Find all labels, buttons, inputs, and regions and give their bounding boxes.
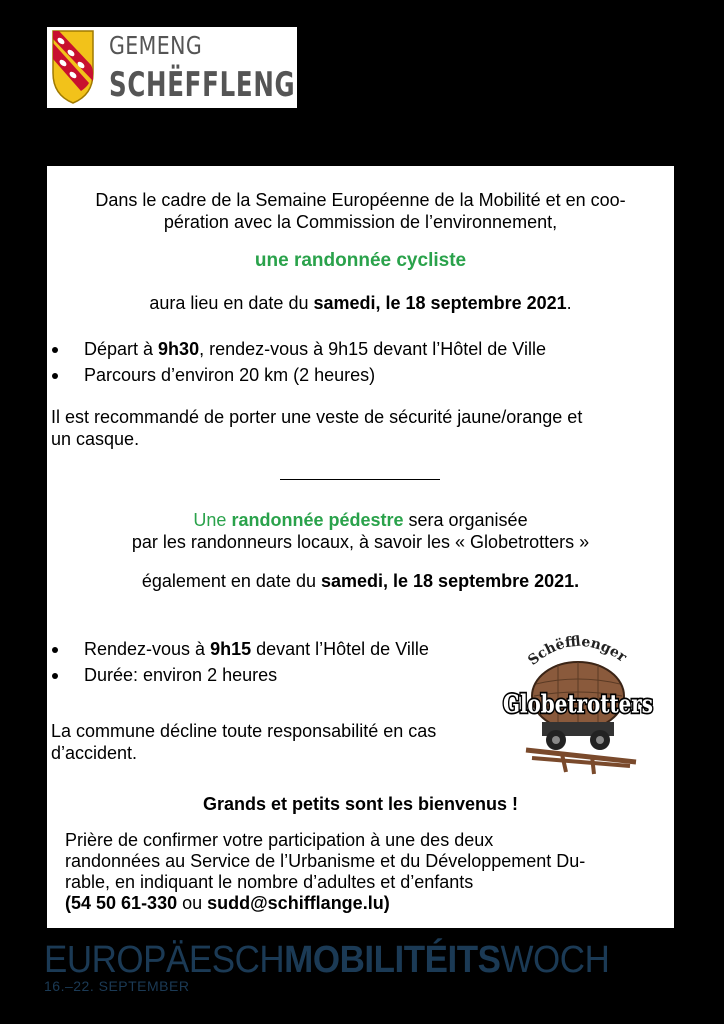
list-item: Départ à 9h30, rendez-vous à 9h15 devant l’Hôtel de Ville [47,338,546,364]
cycling-title: une randonnée cycliste [254,250,467,271]
confirm-paragraph [65,830,692,914]
safety-paragraph [51,406,678,450]
footer-part-1: EUROPÄESCH [44,939,285,981]
globetrotters-main-text: Globetrotters [503,689,653,720]
disclaimer-line-1: La commune décline toute responsabilité en cas [51,721,437,741]
globetrotters-logo [496,616,661,781]
hiking-title: randonnée pédestre [231,510,404,530]
intro-line-1: Dans le cadre de la Semaine Européenne de la Mobilité et en coo- [95,190,626,210]
intro-paragraph [47,189,674,233]
confirm-line-1: Prière de confirmer votre participation à une des deux [65,830,494,850]
bullet-icon [52,647,58,653]
confirm-line-2: randonnées au Service de l’Urbanisme et du Développement Du- [65,851,586,871]
safety-line-1: Il est recommandé de porter une veste de sécurité jaune/orange et [51,407,583,427]
cycling-bullets [47,338,546,390]
bullet-icon [52,673,58,679]
list-item: Durée: environ 2 heures [47,664,429,690]
list-item: Rendez-vous à 9h15 devant l’Hôtel de Ville [47,638,429,664]
logo-text-gemeng: GEMENG [109,31,203,60]
hike-pre: Une [193,510,232,530]
hike-post: sera organisée [403,510,528,530]
cycling-date-bold: samedi, le 18 septembre 2021 [313,293,567,313]
hiking-date-bold: samedi, le 18 septembre 2021. [320,571,580,591]
mobility-week-dates: 16.–22. SEPTEMBER [44,978,190,994]
list-item: Parcours d’environ 20 km (2 heures) [47,364,546,390]
hiking-date [47,570,674,592]
cycling-date [47,292,674,314]
contact-line: (54 50 61-330 ou sudd@schifflange.lu) [65,893,390,913]
municipality-logo [47,27,297,108]
email-address: sudd@schifflange.lu [207,893,384,913]
notice-panel [47,166,674,928]
disclaimer-line-2: d’accident. [51,743,138,763]
safety-line-2: un casque. [51,429,140,449]
confirm-line-3: rable, en indiquant le nombre d’adultes et d’enfants [65,872,474,892]
cycling-date-prefix: aura lieu en date du [149,293,314,313]
cycling-date-suffix: . [566,293,572,313]
logo-text-schefflen: SCHËFFLENG [109,65,296,105]
hiking-intro [47,509,674,553]
section-divider [280,479,440,480]
bullet-icon [52,347,58,353]
bullet-icon [52,373,58,379]
coat-of-arms-icon [51,29,95,105]
hiking-bullets [47,638,429,690]
intro-line-2: pération avec la Commission de l’environnement, [163,212,558,232]
globetrotters-top-text: Schëfflenger [525,633,630,669]
welcome-heading: Grands et petits sont les bienvenus ! [202,794,519,814]
hike-line-2: par les randonneurs locaux, à savoir les « Globetrotters » [131,532,590,552]
hiking-date-prefix: également en date du [141,571,321,591]
phone-number: 54 50 61-330 [71,893,178,913]
mobility-week-title [44,939,609,982]
footer-part-3: WOCH [500,939,610,981]
footer-part-2: MOBILITÉITS [284,939,501,981]
